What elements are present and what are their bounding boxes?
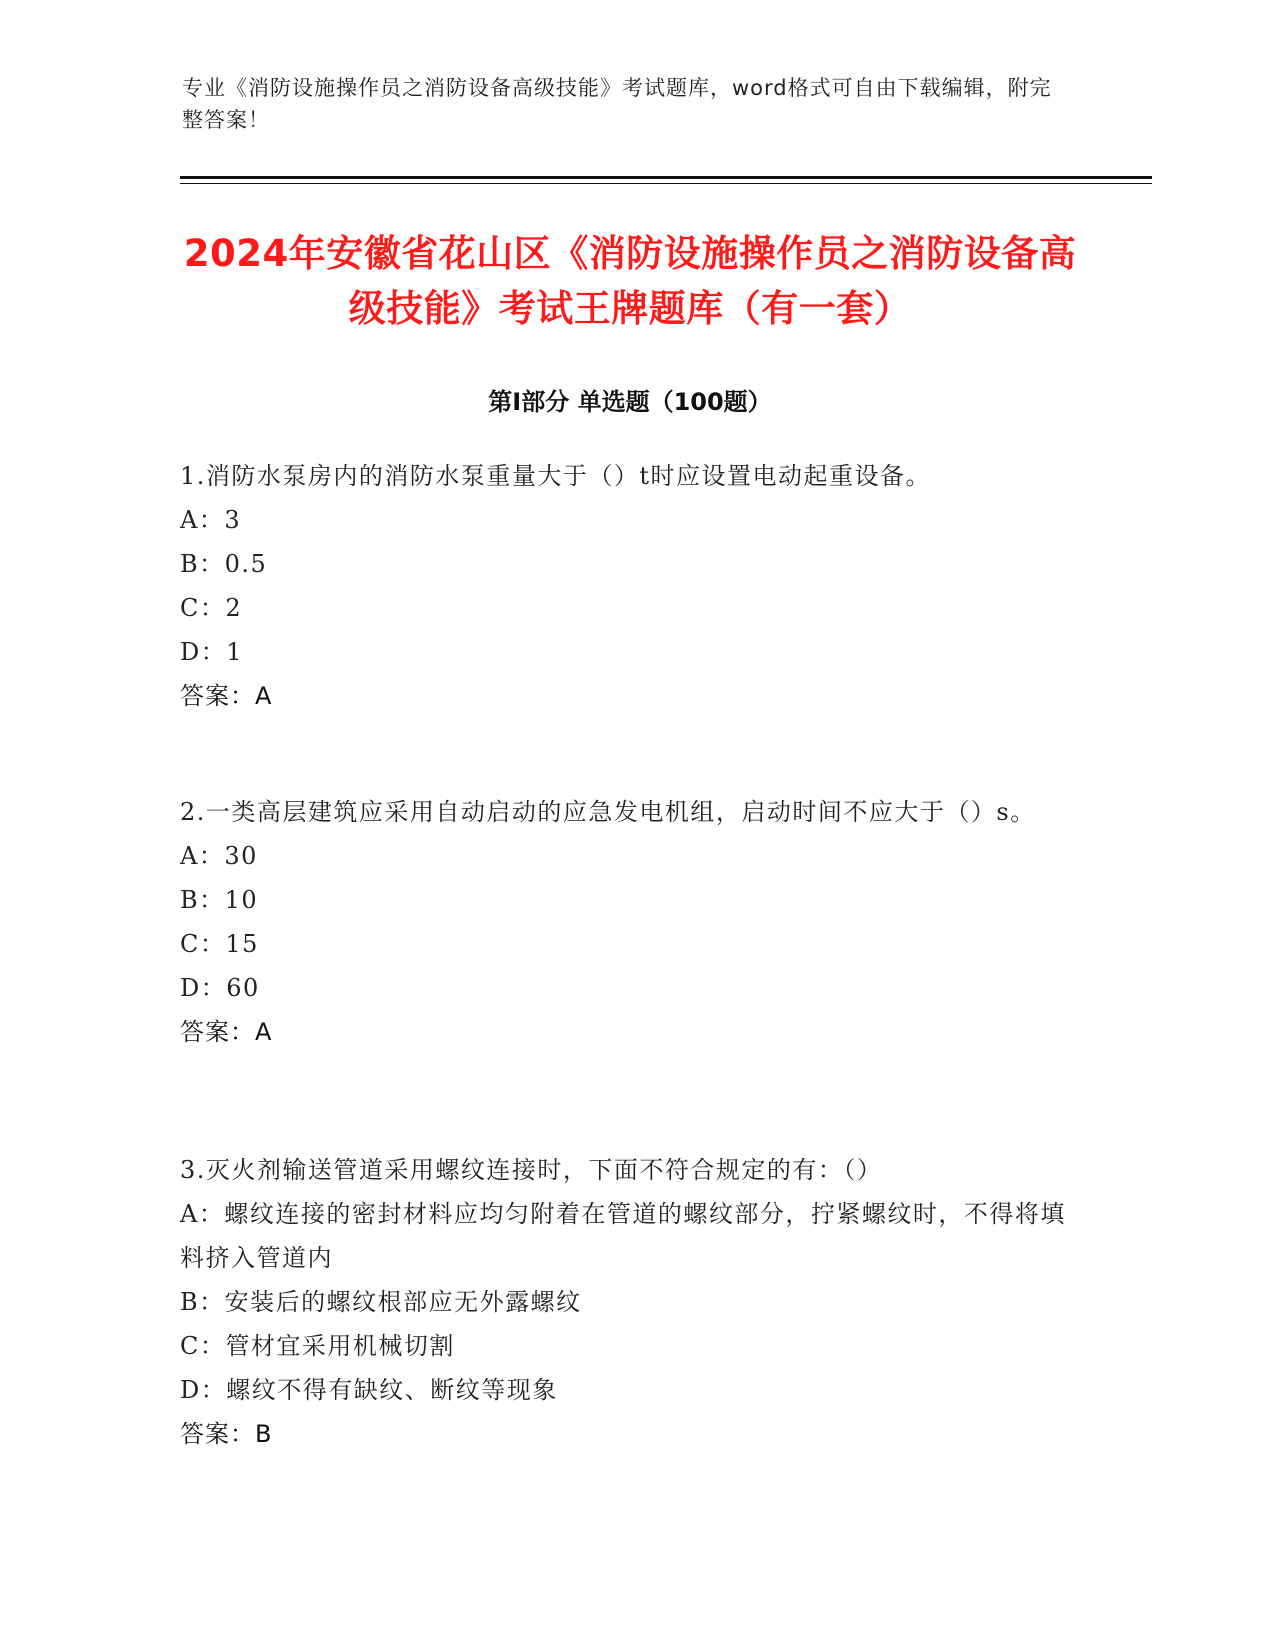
option-c: C：15: [180, 930, 259, 958]
question-2: [180, 790, 1080, 1054]
option-d: D：60: [180, 974, 260, 1002]
question-stem: 2.一类高层建筑应采用自动启动的应急发电机组，启动时间不应大于（）s。: [180, 798, 1036, 826]
header-divider-thick: [180, 176, 1152, 179]
option-a: A：螺纹连接的密封材料应均匀附着在管道的螺纹部分，拧紧螺纹时，不得将填料挤入管道内: [180, 1200, 1066, 1272]
answer: 答案：B: [180, 1420, 273, 1448]
option-d: D：1: [180, 638, 244, 666]
question-stem: 3.灭火剂输送管道采用螺纹连接时，下面不符合规定的有：（）: [180, 1156, 883, 1184]
question-1: [180, 454, 1080, 718]
section-heading: 第I部分 单选题（100题）: [488, 388, 772, 416]
option-b: B：安装后的螺纹根部应无外露螺纹: [180, 1288, 582, 1316]
option-b: B：10: [180, 886, 259, 914]
header-divider-thin: [180, 183, 1152, 184]
document-title: 2024年安徽省花山区《消防设施操作员之消防设备高级技能》考试王牌题库（有一套）: [183, 232, 1077, 330]
answer: 答案：A: [180, 1018, 273, 1046]
option-a: A：3: [180, 506, 242, 534]
question-3: [180, 1148, 1080, 1456]
option-b: B：0.5: [180, 550, 268, 578]
answer: 答案：A: [180, 682, 273, 710]
option-a: A：30: [180, 842, 258, 870]
option-c: C：2: [180, 594, 243, 622]
option-d: D：螺纹不得有缺纹、断纹等现象: [180, 1376, 558, 1404]
option-c: C：管材宜采用机械切割: [180, 1332, 455, 1360]
question-stem: 1.消防水泵房内的消防水泵重量大于（）t时应设置电动起重设备。: [180, 462, 932, 490]
header-note: 专业《消防设施操作员之消防设备高级技能》考试题库，word格式可自由下载编辑，附完整答案！: [182, 76, 1052, 132]
